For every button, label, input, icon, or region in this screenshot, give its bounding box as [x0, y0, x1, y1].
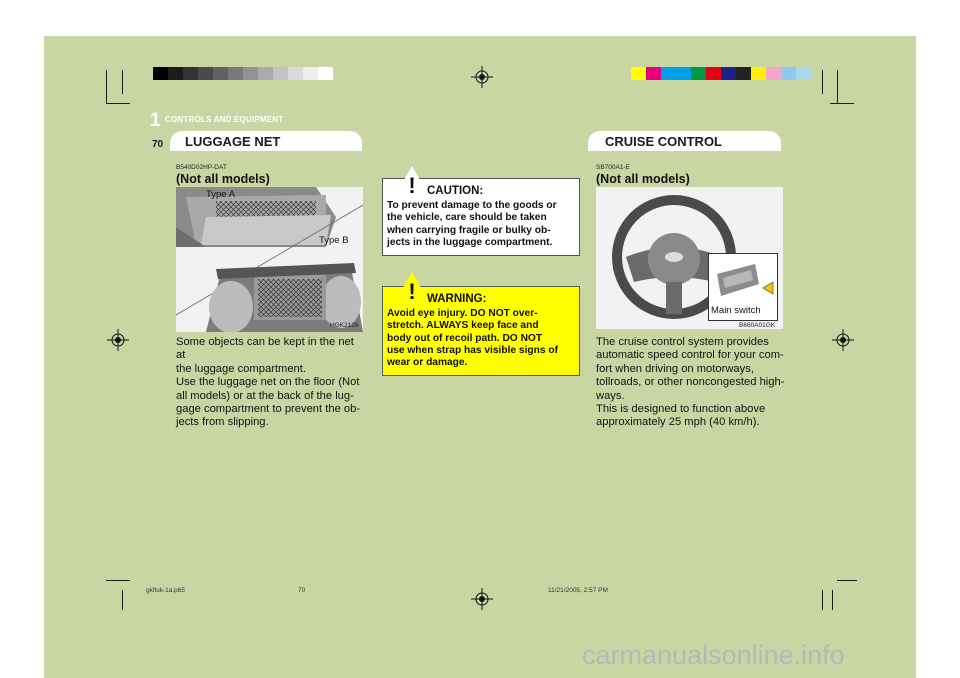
luggage-net-body [176, 336, 366, 430]
main-switch-inset [708, 253, 778, 321]
watermark: carmanualsonline.info [582, 640, 845, 670]
chapter-number: 1 [150, 110, 161, 131]
body-line: ways. [596, 389, 625, 402]
body-line: The cruise control system provides [596, 336, 769, 348]
exclamation-triangle-icon [394, 165, 430, 197]
warning-text [387, 308, 558, 369]
registration-target-icon [107, 329, 129, 351]
caution-box [382, 173, 580, 256]
body-line: tollroads, or other noncongested high- [596, 376, 785, 389]
warning-line: Avoid eye injury. DO NOT over- [387, 308, 538, 319]
body-line: approximately 25 mph (40 km/h). [596, 416, 760, 429]
chapter-title: CONTROLS AND EQUIPMENT [165, 115, 284, 124]
svg-text:!: ! [408, 173, 416, 197]
warning-box [382, 279, 580, 376]
body-line: the luggage compartment. [176, 362, 306, 375]
section-title-luggage-net: LUGGAGE NET [185, 134, 281, 149]
luggage-net-illustration [176, 187, 363, 332]
caution-line: when carrying fragile or bulky ob- [387, 224, 551, 236]
exclamation-triangle-icon [394, 271, 430, 303]
warning-line: body out of recoil path. DO NOT [387, 332, 543, 344]
caution-line: the vehicle, care should be taken [387, 212, 547, 224]
caution-line: jects in the luggage compartment. [387, 236, 553, 248]
warning-title: WARNING: [427, 293, 487, 305]
body-line: gage compartment to prevent the ob- [176, 403, 361, 416]
body-line: jects from slipping. [176, 416, 269, 429]
cruise-control-body [596, 336, 786, 430]
section-subtitle: (Not all models) [596, 172, 690, 186]
luggage-net-figure [176, 187, 363, 332]
warning-line: wear or damage. [387, 357, 468, 369]
svg-text:!: ! [408, 279, 416, 303]
footer-page: 70 [298, 587, 306, 594]
body-line: automatic speed control for your com- [596, 349, 784, 362]
figure-label-main-switch: Main switch [711, 305, 761, 316]
body-line: Use the luggage net on the floor (Not [176, 376, 360, 389]
figure-code: HGK2126 [330, 322, 359, 329]
section-title-cruise-control: CRUISE CONTROL [605, 134, 722, 149]
registration-target-icon [471, 588, 493, 610]
figure-code: B660A01GK [739, 322, 776, 329]
warning-line: use when strap has visible signs of [387, 344, 558, 356]
figure-label-type-b: Type B [319, 235, 349, 246]
section-code: B540D02HP-DAT [176, 164, 227, 171]
caution-title: CAUTION: [427, 185, 484, 197]
caution-line: To prevent damage to the goods or [387, 200, 557, 211]
registration-target-icon [832, 329, 854, 351]
figure-label-type-a: Type A [206, 189, 236, 200]
section-subtitle: (Not all models) [176, 172, 270, 186]
section-code: SB700A1-E [596, 164, 630, 171]
page-number: 70 [152, 139, 164, 150]
body-line: all models) or at the back of the lug- [176, 389, 354, 402]
footer-datetime: 11/21/2005, 2:57 PM [548, 587, 608, 594]
warning-line: stretch. ALWAYS keep face and [387, 320, 539, 332]
caution-text [387, 200, 557, 249]
body-line: This is designed to function above [596, 403, 766, 416]
footer-file: gkfluk-1a.p65 [146, 587, 186, 594]
body-line: fort when driving on motorways, [596, 362, 754, 375]
body-line: Some objects can be kept in the net at [176, 336, 354, 362]
cruise-control-figure [596, 187, 783, 329]
registration-target-icon [471, 66, 493, 88]
cruise-switch-illustration [709, 254, 777, 304]
